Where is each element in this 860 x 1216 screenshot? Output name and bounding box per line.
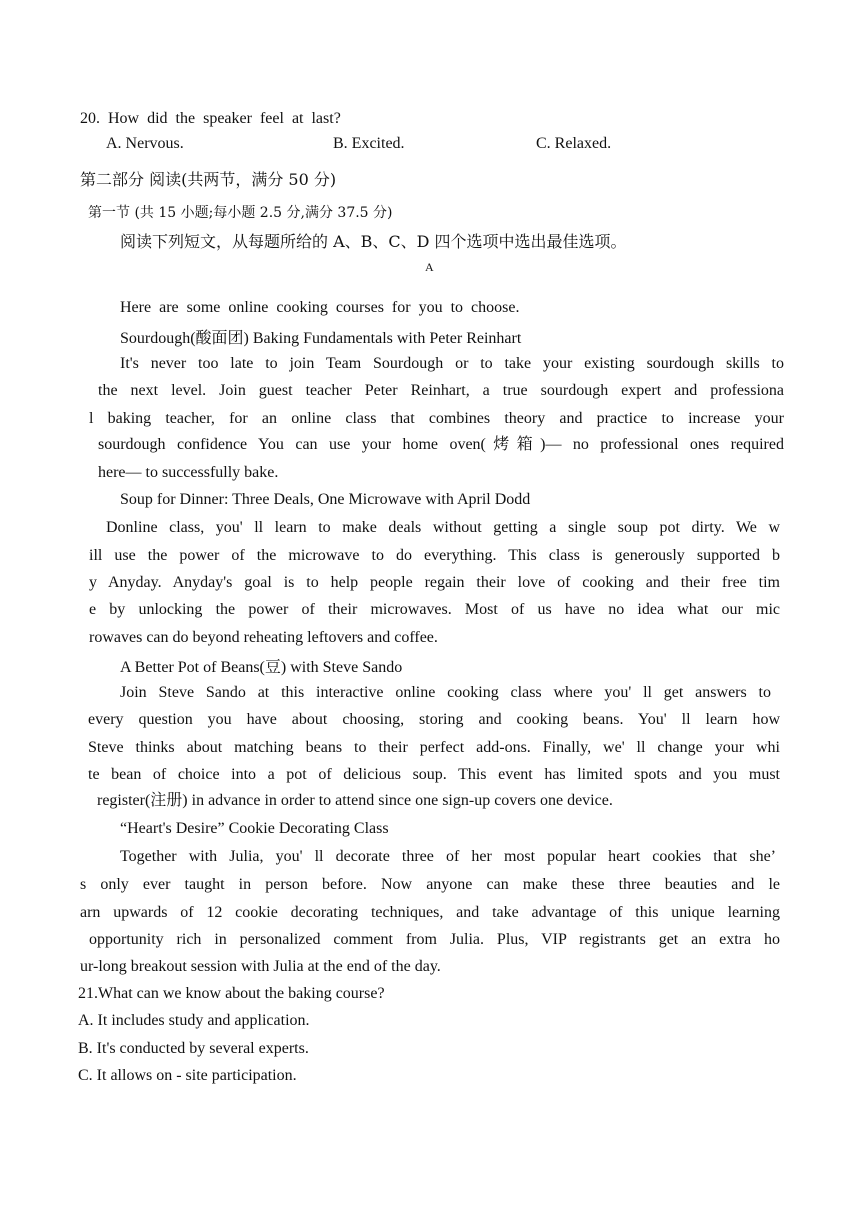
question-20: 20. How did the speaker feel at last?	[80, 110, 341, 127]
paragraph-line: the next level. Join guest teacher Peter Reinhart, a true sourdough expert and professiona	[98, 382, 784, 399]
course-title-sourdough: Sourdough(酸面团) Baking Fundamentals with Peter Reinhart	[120, 330, 522, 347]
paragraph-line: Join Steve Sando at this interactive online cooking class where you' ll get answers to	[120, 684, 771, 701]
paragraph-line: ill use the power of the microwave to do everything. This class is generously supported b	[89, 547, 780, 564]
paragraph-line: ur-long breakout session with Julia at the end of the day.	[80, 958, 441, 975]
course-title-beans: A Better Pot of Beans(豆) with Steve Sando	[120, 659, 403, 676]
paragraph-line: e by unlocking the power of their microwaves. Most of us have no idea what our mic	[89, 601, 780, 618]
paragraph-line: l baking teacher, for an online class that combines theory and practice to increase your	[89, 410, 784, 427]
q21-option-b: B. It's conducted by several experts.	[78, 1040, 309, 1057]
paragraph-line: sourdough confidence You can use your home oven(烤箱)— no professional ones required	[98, 436, 784, 453]
course-title-soup: Soup for Dinner: Three Deals, One Microwave with April Dodd	[120, 491, 531, 508]
question-21: 21.What can we know about the baking course?	[78, 985, 385, 1002]
paragraph-line: Donline class, you' ll learn to make deals without getting a single soup pot dirty. We w	[106, 519, 780, 536]
paragraph-line: Together with Julia, you' ll decorate three of her most popular heart cookies that she’	[120, 848, 776, 865]
q20-option-b: B. Excited.	[333, 135, 405, 152]
q21-option-a: A. It includes study and application.	[78, 1012, 310, 1029]
paragraph-line: y Anyday. Anyday's goal is to help people regain their love of cooking and their free tim	[89, 574, 780, 591]
paragraph-line: It's never too late to join Team Sourdough or to take your existing sourdough skills to	[120, 355, 784, 372]
paragraph-line: every question you have about choosing, storing and cooking beans. You' ll learn how	[88, 711, 780, 728]
q20-option-c: C. Relaxed.	[536, 135, 612, 152]
paragraph-line: Steve thinks about matching beans to their perfect add-ons. Finally, we' ll change your whi	[88, 739, 780, 756]
passage-label: A	[425, 260, 434, 274]
q21-option-c: C. It allows on - site participation.	[78, 1067, 297, 1084]
q20-option-a: A. Nervous.	[106, 135, 184, 152]
paragraph-line: te bean of choice into a pot of delicious soup. This event has limited spots and you must	[88, 766, 780, 783]
course-title-cookie: “Heart's Desire” Cookie Decorating Class	[120, 820, 389, 837]
reading-instruction: 阅读下列短文，从每题所给的 A、B、C、D 四个选项中选出最佳选项。	[120, 232, 627, 251]
paragraph-line: rowaves can do beyond reheating leftovers and coffee.	[89, 629, 438, 646]
paragraph-line: s only ever taught in person before. Now anyone can make these three beauties and le	[80, 876, 780, 893]
part2-title: 第二部分 阅读(共两节，满分 50 分)	[80, 170, 337, 189]
paragraph-line: register(注册) in advance in order to attend since one sign-up covers one device.	[97, 792, 613, 809]
passage-intro: Here are some online cooking courses for you to choose.	[120, 299, 520, 316]
paragraph-line: here— to successfully bake.	[98, 464, 279, 481]
paragraph-line: arn upwards of 12 cookie decorating techniques, and take advantage of this unique learning	[80, 904, 780, 921]
section1-title: 第一节 (共 15 小题;每小题 2.5 分,满分 37.5 分)	[88, 205, 393, 221]
paragraph-line: opportunity rich in personalized comment from Julia. Plus, VIP registrants get an extra ho	[89, 931, 780, 948]
